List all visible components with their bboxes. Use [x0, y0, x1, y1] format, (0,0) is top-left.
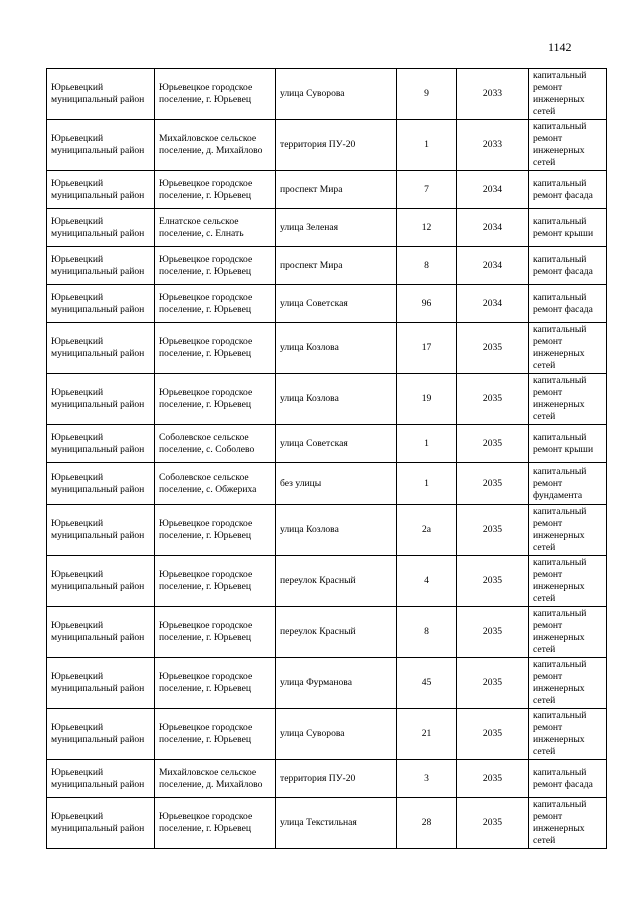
- street-cell: переулок Красный: [276, 556, 397, 607]
- house-number-cell: 2а: [397, 505, 457, 556]
- house-number-cell: 9: [397, 69, 457, 120]
- district-cell: Юрьевецкий муниципальный район: [47, 556, 155, 607]
- street-cell: улица Козлова: [276, 374, 397, 425]
- registry-table: [46, 68, 607, 849]
- street-cell: проспект Мира: [276, 171, 397, 209]
- work-type-cell: капитальный ремонт инженерных сетей: [529, 69, 607, 120]
- settlement-cell: Юрьевецкое городское поселение, г. Юрьевец: [155, 171, 276, 209]
- year-cell: 2033: [457, 120, 529, 171]
- work-type-cell: капитальный ремонт инженерных сетей: [529, 798, 607, 849]
- table-row: [47, 171, 607, 209]
- settlement-cell: Юрьевецкое городское поселение, г. Юрьевец: [155, 323, 276, 374]
- house-number-cell: 45: [397, 658, 457, 709]
- district-cell: Юрьевецкий муниципальный район: [47, 120, 155, 171]
- year-cell: 2034: [457, 171, 529, 209]
- settlement-cell: Михайловское сельское поселение, д. Михайлово: [155, 120, 276, 171]
- year-cell: 2035: [457, 556, 529, 607]
- year-cell: 2035: [457, 798, 529, 849]
- house-number-cell: 96: [397, 285, 457, 323]
- street-cell: территория ПУ-20: [276, 120, 397, 171]
- work-type-cell: капитальный ремонт инженерных сетей: [529, 607, 607, 658]
- work-type-cell: капитальный ремонт инженерных сетей: [529, 556, 607, 607]
- table-row: [47, 658, 607, 709]
- settlement-cell: Юрьевецкое городское поселение, г. Юрьевец: [155, 798, 276, 849]
- street-cell: улица Советская: [276, 285, 397, 323]
- street-cell: улица Суворова: [276, 709, 397, 760]
- settlement-cell: Юрьевецкое городское поселение, г. Юрьевец: [155, 285, 276, 323]
- work-type-cell: капитальный ремонт фундамента: [529, 463, 607, 505]
- table-row: [47, 285, 607, 323]
- table-row: [47, 323, 607, 374]
- work-type-cell: капитальный ремонт инженерных сетей: [529, 374, 607, 425]
- table-row: [47, 556, 607, 607]
- settlement-cell: Соболевское сельское поселение, с. Обжериха: [155, 463, 276, 505]
- table-row: [47, 505, 607, 556]
- house-number-cell: 28: [397, 798, 457, 849]
- work-type-cell: капитальный ремонт фасада: [529, 285, 607, 323]
- table-row: [47, 760, 607, 798]
- settlement-cell: Юрьевецкое городское поселение, г. Юрьевец: [155, 374, 276, 425]
- house-number-cell: 8: [397, 607, 457, 658]
- year-cell: 2035: [457, 607, 529, 658]
- district-cell: Юрьевецкий муниципальный район: [47, 285, 155, 323]
- work-type-cell: капитальный ремонт фасада: [529, 171, 607, 209]
- table-row: [47, 463, 607, 505]
- settlement-cell: Юрьевецкое городское поселение, г. Юрьевец: [155, 505, 276, 556]
- work-type-cell: капитальный ремонт фасада: [529, 760, 607, 798]
- house-number-cell: 12: [397, 209, 457, 247]
- table-row: [47, 607, 607, 658]
- table-row: [47, 798, 607, 849]
- year-cell: 2034: [457, 209, 529, 247]
- district-cell: Юрьевецкий муниципальный район: [47, 323, 155, 374]
- settlement-cell: Юрьевецкое городское поселение, г. Юрьевец: [155, 247, 276, 285]
- house-number-cell: 21: [397, 709, 457, 760]
- table-row: [47, 69, 607, 120]
- district-cell: Юрьевецкий муниципальный район: [47, 505, 155, 556]
- street-cell: проспект Мира: [276, 247, 397, 285]
- year-cell: 2033: [457, 69, 529, 120]
- year-cell: 2035: [457, 505, 529, 556]
- district-cell: Юрьевецкий муниципальный район: [47, 425, 155, 463]
- work-type-cell: капитальный ремонт инженерных сетей: [529, 323, 607, 374]
- street-cell: переулок Красный: [276, 607, 397, 658]
- street-cell: улица Козлова: [276, 505, 397, 556]
- district-cell: Юрьевецкий муниципальный район: [47, 709, 155, 760]
- year-cell: 2034: [457, 247, 529, 285]
- house-number-cell: 4: [397, 556, 457, 607]
- street-cell: улица Козлова: [276, 323, 397, 374]
- table-row: [47, 425, 607, 463]
- district-cell: Юрьевецкий муниципальный район: [47, 760, 155, 798]
- street-cell: без улицы: [276, 463, 397, 505]
- house-number-cell: 1: [397, 120, 457, 171]
- house-number-cell: 19: [397, 374, 457, 425]
- table-row: [47, 247, 607, 285]
- work-type-cell: капитальный ремонт фасада: [529, 247, 607, 285]
- street-cell: улица Советская: [276, 425, 397, 463]
- street-cell: улица Текстильная: [276, 798, 397, 849]
- district-cell: Юрьевецкий муниципальный район: [47, 171, 155, 209]
- year-cell: 2035: [457, 425, 529, 463]
- settlement-cell: Михайловское сельское поселение, д. Михайлово: [155, 760, 276, 798]
- work-type-cell: капитальный ремонт инженерных сетей: [529, 658, 607, 709]
- year-cell: 2035: [457, 658, 529, 709]
- year-cell: 2035: [457, 709, 529, 760]
- house-number-cell: 7: [397, 171, 457, 209]
- work-type-cell: капитальный ремонт инженерных сетей: [529, 709, 607, 760]
- district-cell: Юрьевецкий муниципальный район: [47, 798, 155, 849]
- year-cell: 2034: [457, 285, 529, 323]
- settlement-cell: Елнатское сельское поселение, с. Елнать: [155, 209, 276, 247]
- district-cell: Юрьевецкий муниципальный район: [47, 69, 155, 120]
- house-number-cell: 17: [397, 323, 457, 374]
- district-cell: Юрьевецкий муниципальный район: [47, 247, 155, 285]
- street-cell: улица Зеленая: [276, 209, 397, 247]
- table-row: [47, 709, 607, 760]
- district-cell: Юрьевецкий муниципальный район: [47, 374, 155, 425]
- street-cell: территория ПУ-20: [276, 760, 397, 798]
- district-cell: Юрьевецкий муниципальный район: [47, 463, 155, 505]
- table-row: [47, 374, 607, 425]
- settlement-cell: Юрьевецкое городское поселение, г. Юрьевец: [155, 69, 276, 120]
- settlement-cell: Юрьевецкое городское поселение, г. Юрьевец: [155, 658, 276, 709]
- district-cell: Юрьевецкий муниципальный район: [47, 607, 155, 658]
- year-cell: 2035: [457, 374, 529, 425]
- year-cell: 2035: [457, 463, 529, 505]
- page-number: 1142: [548, 40, 572, 54]
- street-cell: улица Суворова: [276, 69, 397, 120]
- year-cell: 2035: [457, 323, 529, 374]
- settlement-cell: Соболевское сельское поселение, с. Соболево: [155, 425, 276, 463]
- table-row: [47, 120, 607, 171]
- settlement-cell: Юрьевецкое городское поселение, г. Юрьевец: [155, 607, 276, 658]
- house-number-cell: 1: [397, 425, 457, 463]
- table-row: [47, 209, 607, 247]
- house-number-cell: 8: [397, 247, 457, 285]
- street-cell: улица Фурманова: [276, 658, 397, 709]
- district-cell: Юрьевецкий муниципальный район: [47, 209, 155, 247]
- house-number-cell: 3: [397, 760, 457, 798]
- work-type-cell: капитальный ремонт крыши: [529, 425, 607, 463]
- registry-body: [47, 69, 607, 849]
- work-type-cell: капитальный ремонт инженерных сетей: [529, 505, 607, 556]
- year-cell: 2035: [457, 760, 529, 798]
- house-number-cell: 1: [397, 463, 457, 505]
- settlement-cell: Юрьевецкое городское поселение, г. Юрьевец: [155, 709, 276, 760]
- work-type-cell: капитальный ремонт крыши: [529, 209, 607, 247]
- district-cell: Юрьевецкий муниципальный район: [47, 658, 155, 709]
- settlement-cell: Юрьевецкое городское поселение, г. Юрьевец: [155, 556, 276, 607]
- work-type-cell: капитальный ремонт инженерных сетей: [529, 120, 607, 171]
